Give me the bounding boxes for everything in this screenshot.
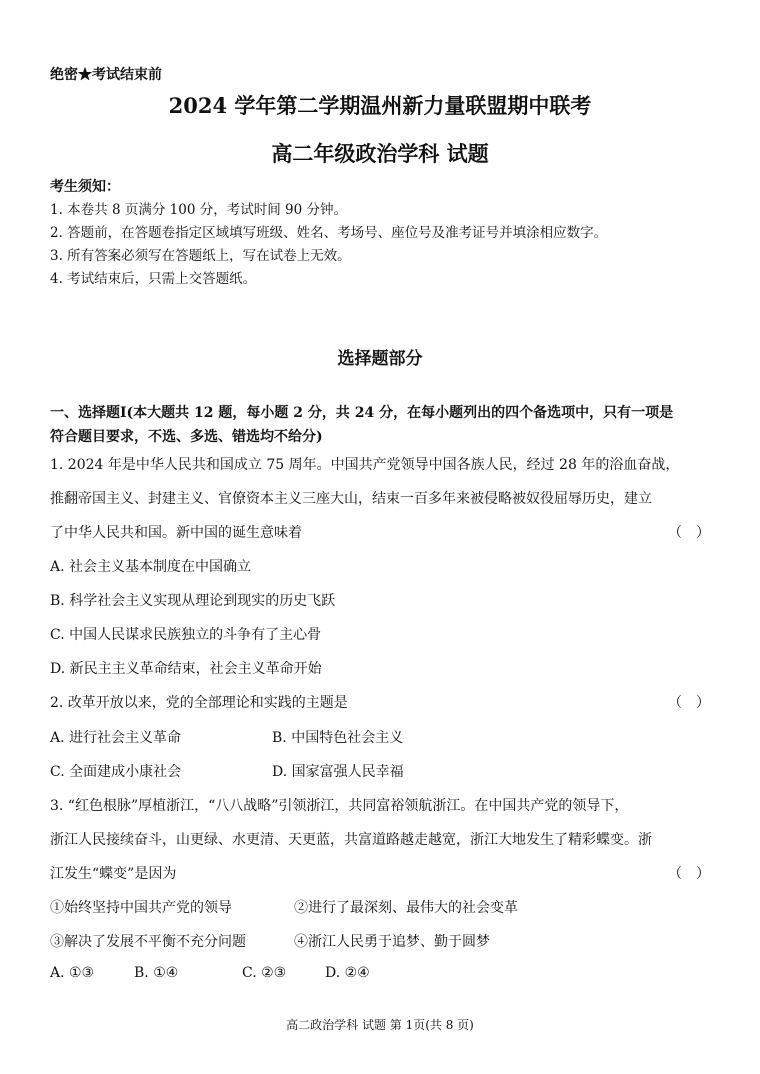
notice-item: 4. 考试结束后，只需上交答题纸。 — [50, 271, 257, 287]
question-1-option-b: B. 科学社会主义实现从理论到现实的历史飞跃 — [50, 593, 336, 609]
part-instructions: 符合题目要求，不选、多选、错选均不给分) — [50, 429, 323, 445]
question-3-statement-2: ②进行了最深刻、最伟大的社会变革 — [294, 900, 518, 916]
question-1-option-c: C. 中国人民谋求民族独立的斗争有了主心骨 — [50, 627, 322, 643]
question-2-option-c: C. 全面建成小康社会 — [50, 764, 182, 780]
notice-item: 2. 答题前，在答题卷指定区域填写班级、姓名、考场号、座位号及准考证号并填涂相应数字。 — [50, 225, 608, 241]
confidential-mark: 绝密★考试结束前 — [50, 67, 162, 83]
answer-bracket: （ ） — [668, 695, 710, 711]
question-2-stem: 2. 改革开放以来，党的全部理论和实践的主题是 — [50, 695, 348, 711]
question-3-statement-4: ④浙江人民勇于追梦、勤于圆梦 — [294, 934, 490, 950]
exam-subtitle: 高二年级政治学科 试题 — [271, 141, 489, 166]
question-1-stem: 1. 2024 年是中华人民共和国成立 75 周年。中国共产党领导中国各族人民，经过 28 年的浴血奋战， — [50, 457, 680, 473]
question-3-stem: 浙江人民接续奋斗，山更绿、水更清、天更蓝，共富道路越走越宽，浙江大地发生了精彩蝶变。浙 — [50, 832, 652, 848]
question-2-option-b: B. 中国特色社会主义 — [272, 730, 404, 746]
answer-bracket: （ ） — [668, 525, 710, 541]
question-1-option-a: A. 社会主义基本制度在中国确立 — [50, 559, 252, 575]
answer-bracket: （ ） — [668, 866, 710, 882]
page-footer: 高二政治学科 试题 第 1页(共 8 页) — [286, 1018, 474, 1032]
question-3-statement-3: ③解决了发展不平衡不充分问题 — [50, 934, 246, 950]
question-1-stem: 推翻帝国主义、封建主义、官僚资本主义三座大山，结束一百多年来被侵略被奴役屈辱历史，建立 — [50, 491, 652, 507]
notice-item: 1. 本卷共 8 页满分 100 分，考试时间 90 分钟。 — [50, 202, 347, 218]
question-3-option-a: A. ①③ — [50, 965, 95, 981]
question-3-option-c: C. ②③ — [242, 965, 287, 981]
notice-item: 3. 所有答案必须写在答题纸上，写在试卷上无效。 — [50, 248, 351, 264]
question-3-stem: 江发生“蝶变”是因为 — [50, 866, 177, 882]
question-2-option-a: A. 进行社会主义革命 — [50, 730, 182, 746]
question-1-option-d: D. 新民主主义革命结束，社会主义革命开始 — [50, 661, 322, 677]
question-3-stem: 3. “红色根脉”厚植浙江，“八八战略”引领浙江，共同富裕领航浙江。在中国共产党的领导下， — [50, 798, 629, 814]
notice-heading: 考生须知： — [50, 179, 120, 195]
section-title: 选择题部分 — [337, 349, 423, 369]
part-instructions: 一、选择题Ⅰ(本大题共 12 题，每小题 2 分，共 24 分，在每小题列出的四个备选项中，只有一项是 — [50, 405, 674, 421]
exam-title: 2024 学年第二学期温州新力量联盟期中联考 — [168, 93, 592, 118]
question-3-option-b: B. ①④ — [134, 965, 179, 981]
question-1-stem: 了中华人民共和国。新中国的诞生意味着 — [50, 525, 302, 541]
question-3-option-d: D. ②④ — [325, 965, 370, 981]
question-2-option-d: D. 国家富强人民幸福 — [272, 764, 404, 780]
question-3-statement-1: ①始终坚持中国共产党的领导 — [50, 900, 232, 916]
